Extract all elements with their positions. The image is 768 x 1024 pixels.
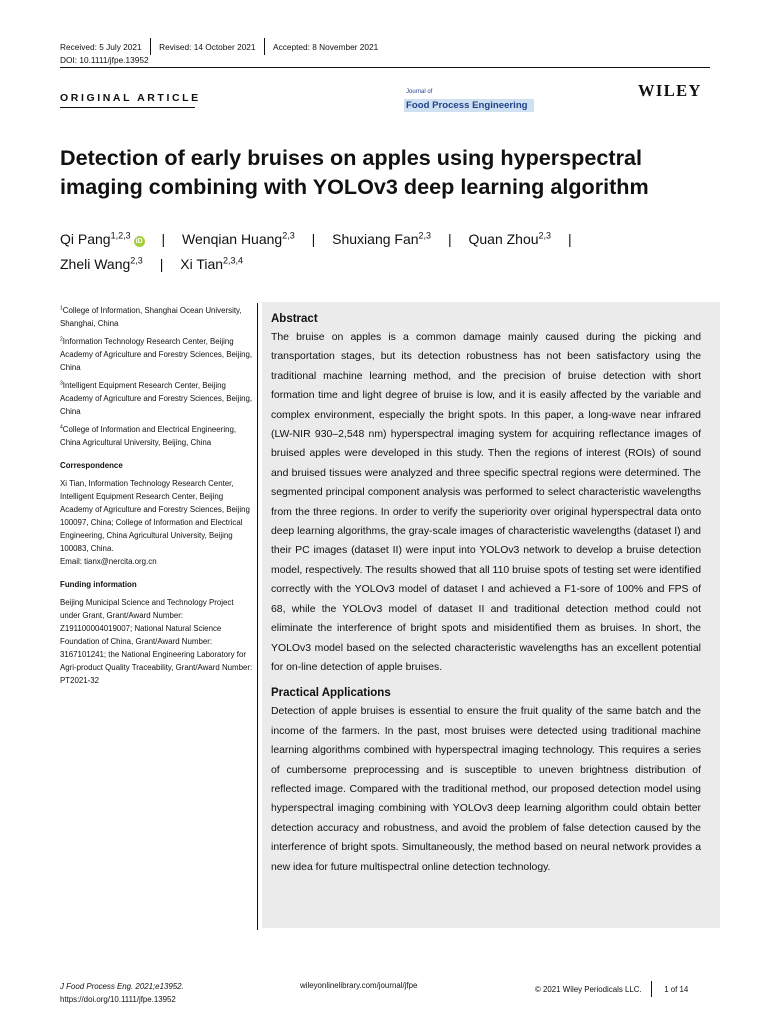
affiliation: $^4$College of Information and Electrical Engineering, China Agricultural University, Beijing, China (60, 424, 237, 447)
footer-right (535, 981, 688, 997)
practical-text: Detection of apple bruises is essential to ensure the fruit quality of the same batch and the income of the farmers. In the past, most bruises were detected using traditional machine learning algorithms combined with hyperspectral imaging technology. This requires a series of cumbersome preprocessing and is susceptible to uneven brightness distribution of reflected image. Compared with the traditional method, our proposed detection model using hyperspectral imaging combining with YOLOv3 deep learning algorithm could obtain better detection accuracy and robustness, and avoid the problem of false detection caused by the interference of bright spots. Simultaneously, the method based on neural network provides a new idea for future multispectral online detection technology. (271, 706, 701, 873)
funding-heading: Funding information (60, 580, 137, 589)
page-number: 1 of 14 (664, 984, 689, 994)
correspondence-email[interactable]: Email: tianx@nercita.org.cn (60, 557, 157, 566)
footer-site[interactable]: wileyonlinelibrary.com/journal/jfpe (300, 981, 418, 990)
author[interactable]: Quan Zhou$^{2,3}$ (468, 230, 552, 247)
journal-ref: J Food Process Eng. 2021;e13952. (60, 982, 184, 991)
article-title: Detection of early bruises on apples using hyperspectral imaging combining with YOLOv3 deep learning algorithm (60, 145, 649, 199)
abstract-content (271, 310, 701, 884)
author[interactable]: Qi Pang$^{1,2,3}$ (60, 230, 131, 247)
author-line-1: Qi Pang$^{1,2,3}$iD | Wenqian Huang$^{2,3}$ | Shuxiang Fan$^{2,3}$ | Quan Zhou$^{2,3}$ | (60, 230, 572, 247)
copyright: © 2021 Wiley Periodicals LLC. (535, 984, 642, 994)
article-dates (60, 38, 378, 55)
section-underline (60, 107, 195, 108)
column-divider (257, 303, 258, 930)
affiliation: $^2$Information Technology Research Center, Beijing Academy of Agriculture and Forestry Sciences, Beijing, China (60, 336, 253, 372)
funding-text: Beijing Municipal Science and Technology Project under Grant, Grant/Award Number: Z191100004019007; National Natural Science Foundation of China, Grant/Award Number: 3167101241; the National Engineering Laboratory for Agri-product Quality Traceability, Grant/Award Number: PT2021-32 (60, 598, 253, 685)
header-rule (60, 67, 710, 68)
correspondence-heading: Correspondence (60, 461, 123, 470)
divider (651, 981, 653, 997)
author[interactable]: Wenqian Huang$^{2,3}$ (182, 230, 295, 247)
received-date: Received: 5 July 2021 (60, 41, 142, 52)
revised-date: Revised: 14 October 2021 (159, 41, 256, 52)
orcid-icon[interactable]: iD (135, 238, 143, 245)
divider (264, 38, 266, 55)
author[interactable]: Zheli Wang$^{2,3}$ (60, 255, 143, 272)
divider (150, 38, 152, 55)
author[interactable]: Shuxiang Fan$^{2,3}$ (332, 230, 432, 247)
footer-citation (60, 981, 184, 1006)
author-list (60, 227, 720, 277)
journal-logo-name: Food Process Engineering (404, 99, 534, 112)
correspondence-text: Xi Tian, Information Technology Research Center, Intelligent Equipment Research Center, Beijing Academy of Agriculture and Forestry Sciences, Beijing 100097, China; College of Information and Electrical Engineering, China Agricultural University, Beijing 100083, China. (60, 479, 250, 553)
practical-heading: Practical Applications (271, 687, 391, 700)
abstract-text: The bruise on apples is a common damage mainly caused during the picking and transportation stages, but its detection robustness has not been satisfactory using the traditional machine learning method, and the precision of bruise detection with short formation time and light degree of bruise is low, and it is easily affected by the variable and complex environment, especially the bright spots. In this paper, a long-wave near infrared (LW-NIR 930–2,548 nm) hyperspectral imaging system for acquiring reflectance images of bruised apples were developed in this study. Then the regions of interest (ROIs) of sound and bruised tissues were analyzed and three specific spectral regions were determined. The segmented principal component analysis was performed to select characteristic wavelengths from the three regions. In order to verify the superiority over original hyperspectral data onto deep learning algorithms, the gray-scale images of characteristic wavelengths (dataset I) and their PC images (dataset II) were input into YOLOv3 network to develop a bruise detection model, respectively. The results showed that all 110 bruise spots of testing set were identified correctly with the YOLOv3 model of dataset I and achieved a F1-sore of 100% and FPS of 68, while the YOLOv3 model of dataset II and traditional detection method could not eliminate the interference of bright spots and misidentified them as bruises. In short, the YOLOv3 model based on the selected characteristic wavelengths has an excellent potential for on-line detection of apple bruises. (271, 332, 701, 673)
doi[interactable]: DOI: 10.1111/jfpe.13952 (60, 55, 149, 65)
article-info-column (60, 304, 255, 692)
abstract-heading: Abstract (271, 313, 318, 325)
journal-logo (404, 80, 534, 111)
doi-url[interactable]: https://doi.org/10.1111/jfpe.13952 (60, 994, 176, 1004)
publisher-logo: WILEY (638, 81, 702, 100)
affiliation: $^1$College of Information, Shanghai Ocean University, Shanghai, China (60, 305, 242, 328)
affiliation: $^3$Intelligent Equipment Research Center, Beijing Academy of Agriculture and Forestry Sciences, Beijing, China (60, 380, 253, 416)
journal-logo-small: Journal of (406, 89, 433, 95)
author[interactable]: Xi Tian$^{2,3,4}$ (180, 255, 244, 272)
accepted-date: Accepted: 8 November 2021 (273, 41, 379, 52)
section-label: ORIGINAL ARTICLE (60, 92, 201, 104)
author-line-2: Zheli Wang$^{2,3}$ | Xi Tian$^{2,3,4}$ (60, 255, 244, 272)
